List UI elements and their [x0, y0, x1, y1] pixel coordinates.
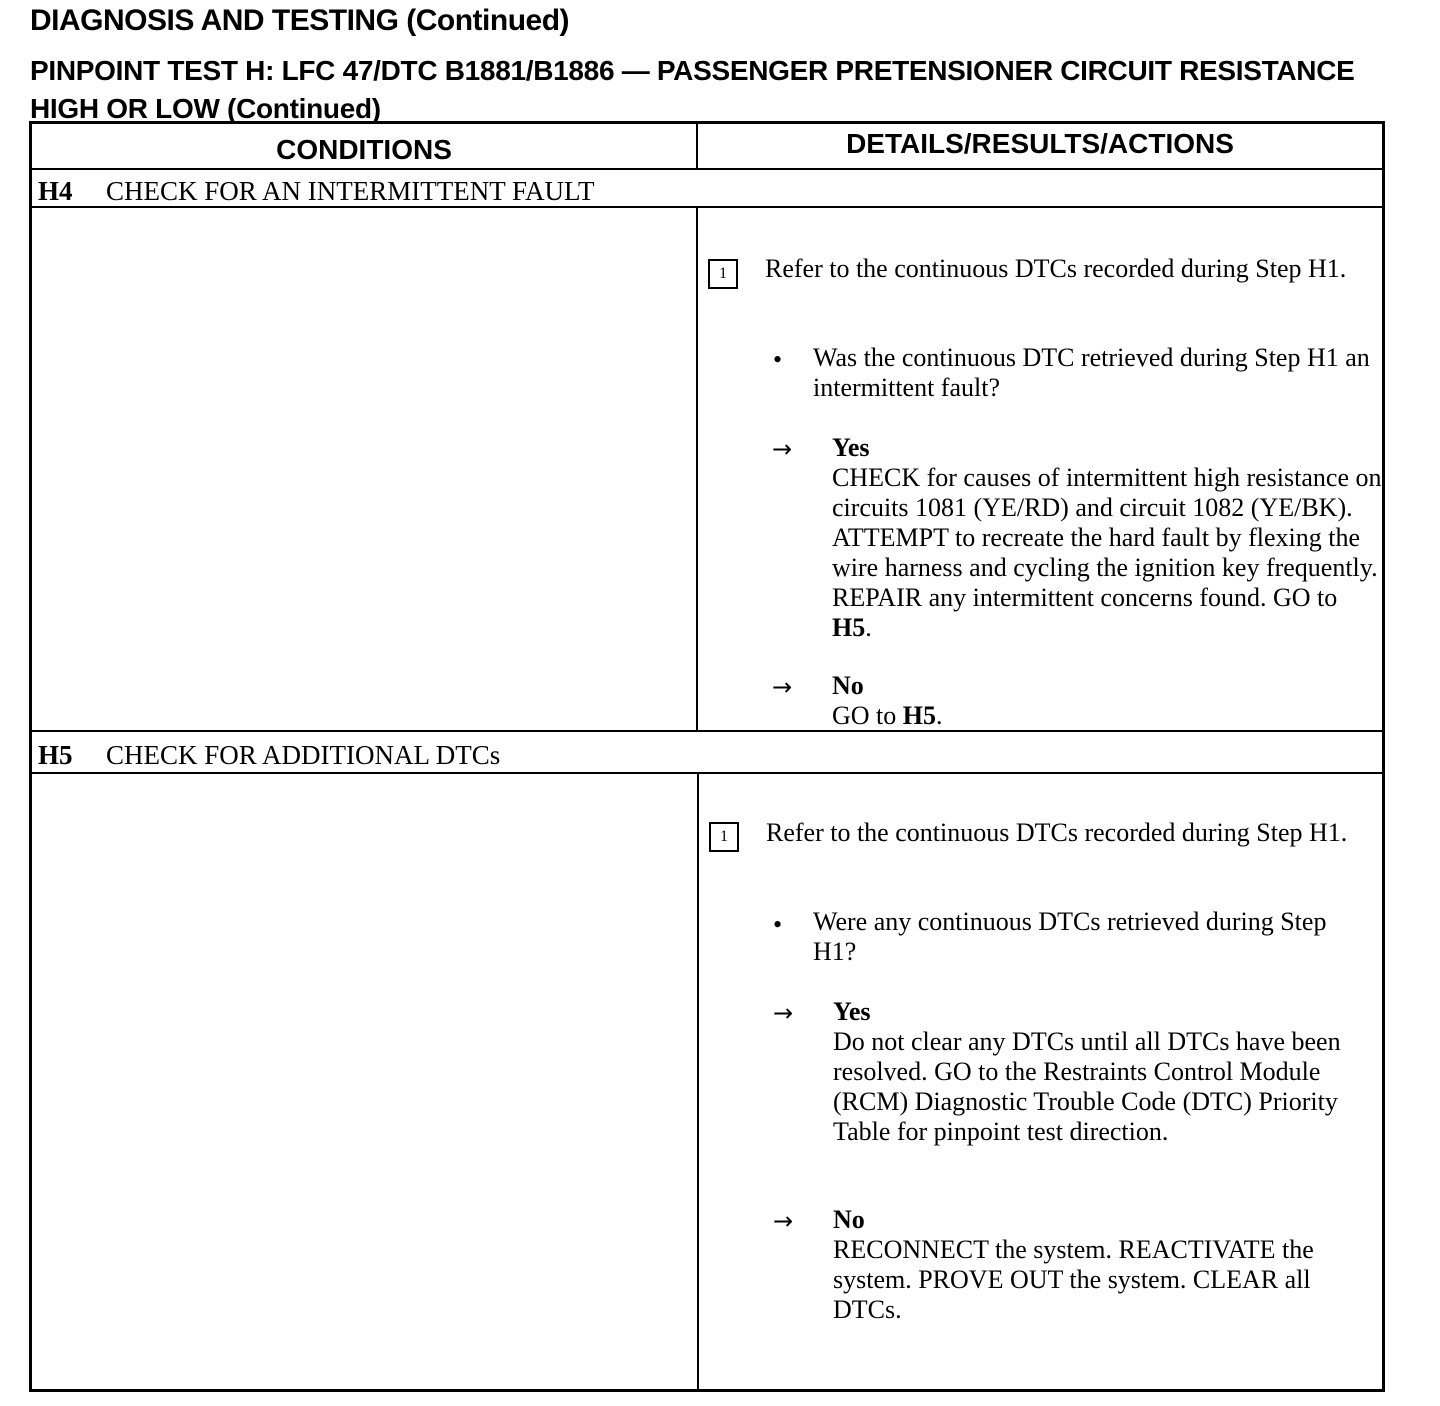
header-divider	[32, 168, 1382, 170]
conditions-column-header: CONDITIONS	[276, 134, 452, 165]
step-title: CHECK FOR ADDITIONAL DTCs	[106, 740, 501, 770]
yes-action-text: CHECK for causes of intermittent high resistance on circuits 1081 (YE/RD) and circuit 1082 (YE/BK). ATTEMPT to recreate the hard fault by flexing the wire harness and cycling the ignition key frequently. REPAIR any intermittent concerns found. GO to	[832, 463, 1382, 612]
step-row-h5	[38, 740, 500, 771]
step-title: CHECK FOR AN INTERMITTENT FAULT	[106, 176, 595, 206]
no-goto-link[interactable]: H5	[902, 701, 937, 730]
arrow-right-icon: →	[773, 1207, 794, 1235]
arrow-right-icon: →	[772, 673, 793, 701]
bullet-icon: •	[773, 345, 783, 374]
no-action	[832, 701, 1382, 731]
step-id: H4	[38, 176, 73, 206]
bullet-icon: •	[773, 910, 783, 939]
h5-column-separator	[697, 772, 699, 1392]
substep-number-box: 1	[708, 259, 738, 289]
substep-number-box: 1	[709, 822, 739, 852]
h5-title-divider	[32, 772, 1382, 774]
no-action-text: GO to	[832, 701, 903, 730]
yes-action-end: .	[865, 613, 872, 642]
no-label: No	[832, 671, 864, 700]
pinpoint-test-title: PINPOINT TEST H: LFC 47/DTC B1881/B1886 — PASSENGER PRETENSIONER CIRCUIT RESISTANCE HIGH OR LOW (Continued)	[30, 55, 1355, 124]
yes-label: Yes	[833, 997, 871, 1026]
no-action: RECONNECT the system. REACTIVATE the system. PROVE OUT the system. CLEAR all DTCs.	[833, 1235, 1314, 1324]
header-column-separator	[696, 124, 698, 170]
yes-result	[832, 433, 1382, 643]
step-instruction: Refer to the continuous DTCs recorded during Step H1.	[766, 818, 1348, 847]
no-action-end: .	[936, 701, 943, 730]
details-column-header: DETAILS/RESULTS/ACTIONS	[846, 128, 1234, 159]
no-result	[832, 671, 1382, 731]
step-row-h4	[38, 176, 595, 207]
yes-result	[833, 997, 1373, 1147]
yes-label: Yes	[832, 433, 870, 462]
yes-action: Do not clear any DTCs until all DTCs have been resolved. GO to the Restraints Control Module (RCM) Diagnostic Trouble Code (DTC) Priority Table for pinpoint test direction.	[833, 1027, 1341, 1146]
yes-goto-link[interactable]: H5	[832, 613, 866, 642]
arrow-right-icon: →	[772, 435, 793, 463]
pinpoint-test-table	[29, 121, 1385, 1392]
step-instruction: Refer to the continuous DTCs recorded during Step H1.	[765, 254, 1347, 283]
no-result	[833, 1205, 1373, 1325]
no-label: No	[833, 1205, 865, 1234]
step-id: H5	[38, 740, 73, 770]
step-question: Was the continuous DTC retrieved during Step H1 an intermittent fault?	[813, 343, 1370, 402]
step-question: Were any continuous DTCs retrieved during Step H1?	[813, 907, 1327, 966]
arrow-right-icon: →	[773, 999, 794, 1027]
yes-action	[832, 463, 1382, 643]
h4-column-separator	[696, 206, 698, 732]
section-title: DIAGNOSIS AND TESTING (Continued)	[30, 4, 570, 37]
